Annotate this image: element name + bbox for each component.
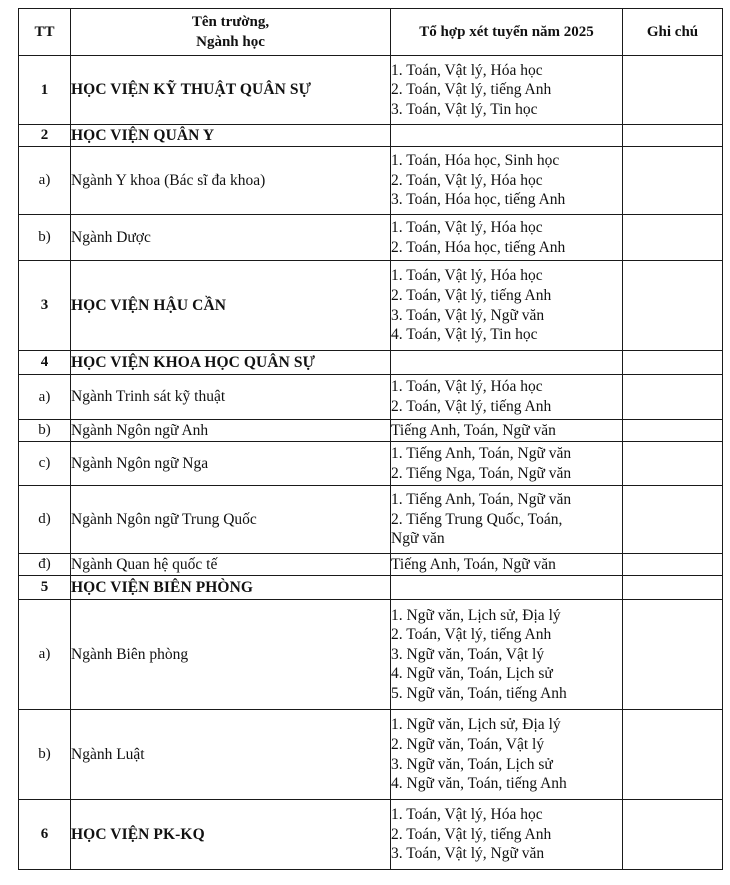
row-number: 3 (19, 261, 71, 351)
row-number: 4 (19, 351, 71, 375)
major-name: Ngành Ngôn ngữ Nga (71, 442, 391, 486)
school-name: HỌC VIỆN BIÊN PHÒNG (71, 576, 391, 600)
combination-line: 2. Toán, Vật lý, tiếng Anh (391, 81, 552, 99)
combination-line: 1. Ngữ văn, Lịch sử, Địa lý (391, 606, 561, 624)
row-number: 6 (19, 800, 71, 870)
combination-cell (391, 375, 623, 420)
row-number: 2 (19, 125, 71, 147)
table-row (19, 420, 723, 442)
combination-line: 1. Tiếng Anh, Toán, Ngữ văn (391, 444, 572, 462)
row-number: b) (19, 215, 71, 261)
note-cell (623, 125, 723, 147)
major-name: Ngành Biên phòng (71, 600, 391, 710)
note-cell (623, 442, 723, 486)
row-number: 1 (19, 56, 71, 125)
school-name: HỌC VIỆN QUÂN Y (71, 125, 391, 147)
combination-line: 2. Tiếng Nga, Toán, Ngữ văn (391, 464, 572, 482)
note-cell (623, 375, 723, 420)
row-number: a) (19, 147, 71, 215)
combination-cell (391, 420, 623, 442)
combination-line: 2. Toán, Hóa học, tiếng Anh (391, 238, 566, 256)
combination-cell (391, 261, 623, 351)
combination-line: 2. Ngữ văn, Toán, Vật lý (391, 735, 545, 753)
table-row (19, 56, 723, 125)
combination-line: 1. Toán, Vật lý, Hóa học (391, 61, 543, 79)
combination-cell (391, 351, 623, 375)
note-cell (623, 56, 723, 125)
combination-cell (391, 442, 623, 486)
table-row (19, 800, 723, 870)
combination-line: 4. Ngữ văn, Toán, Lịch sử (391, 665, 553, 683)
combination-line: 3. Toán, Vật lý, Ngữ văn (391, 845, 545, 863)
note-cell (623, 420, 723, 442)
note-cell (623, 261, 723, 351)
header-tt: TT (19, 9, 71, 56)
row-number: đ) (19, 554, 71, 576)
combination-line: Tiếng Anh, Toán, Ngữ văn (391, 555, 556, 573)
row-number: c) (19, 442, 71, 486)
table-row (19, 147, 723, 215)
school-name: HỌC VIỆN HẬU CẦN (71, 261, 391, 351)
combination-cell (391, 215, 623, 261)
table-body (19, 56, 723, 870)
combination-cell (391, 486, 623, 554)
row-number: 5 (19, 576, 71, 600)
combination-line: 5. Ngữ văn, Toán, tiếng Anh (391, 684, 567, 702)
note-cell (623, 710, 723, 800)
combination-line: 2. Toán, Vật lý, tiếng Anh (391, 825, 552, 843)
combination-line: 3. Toán, Hóa học, tiếng Anh (391, 191, 566, 209)
combination-line: Ngữ văn (391, 530, 445, 548)
table-row (19, 600, 723, 710)
major-name: Ngành Y khoa (Bác sĩ đa khoa) (71, 147, 391, 215)
combination-line: 4. Ngữ văn, Toán, tiếng Anh (391, 775, 567, 793)
combination-line: 2. Toán, Vật lý, tiếng Anh (391, 398, 552, 415)
header-name-line2: Ngành học (196, 34, 265, 50)
note-cell (623, 554, 723, 576)
header-combo: Tổ hợp xét tuyển năm 2025 (391, 9, 623, 56)
admission-combinations-table (18, 8, 723, 870)
header-note: Ghi chú (623, 9, 723, 56)
combination-line: 2. Tiếng Trung Quốc, Toán, (391, 510, 563, 528)
combination-line: 2. Toán, Vật lý, tiếng Anh (391, 286, 552, 304)
table-row (19, 125, 723, 147)
school-name: HỌC VIỆN KHOA HỌC QUÂN SỰ (71, 351, 391, 375)
row-number: a) (19, 600, 71, 710)
table-row (19, 554, 723, 576)
row-number: a) (19, 375, 71, 420)
row-number: b) (19, 420, 71, 442)
note-cell (623, 800, 723, 870)
major-name: Ngành Trinh sát kỹ thuật (71, 375, 391, 420)
combination-line: 1. Toán, Vật lý, Hóa học (391, 806, 543, 824)
note-cell (623, 576, 723, 600)
combination-line: 1. Toán, Vật lý, Hóa học (391, 267, 543, 285)
combination-cell (391, 600, 623, 710)
table-row (19, 710, 723, 800)
school-name: HỌC VIỆN PK-KQ (71, 800, 391, 870)
table-row (19, 442, 723, 486)
table-row (19, 486, 723, 554)
combination-line: 1. Tiếng Anh, Toán, Ngữ văn (391, 491, 572, 509)
table-row (19, 576, 723, 600)
header-name (71, 9, 391, 56)
row-number: b) (19, 710, 71, 800)
row-number: d) (19, 486, 71, 554)
table-header-row (19, 9, 723, 56)
combination-cell (391, 56, 623, 125)
combination-line: 3. Ngữ văn, Toán, Lịch sử (391, 755, 553, 773)
combination-line: 3. Toán, Vật lý, Tin học (391, 100, 538, 118)
major-name: Ngành Ngôn ngữ Anh (71, 420, 391, 442)
major-name: Ngành Ngôn ngữ Trung Quốc (71, 486, 391, 554)
combination-cell (391, 576, 623, 600)
school-name: HỌC VIỆN KỸ THUẬT QUÂN SỰ (71, 56, 391, 125)
combination-line: 3. Toán, Vật lý, Ngữ văn (391, 306, 545, 324)
combination-line: 2. Toán, Vật lý, Hóa học (391, 171, 543, 189)
combination-cell (391, 800, 623, 870)
combination-line: 2. Toán, Vật lý, tiếng Anh (391, 626, 552, 644)
table-row (19, 351, 723, 375)
table-row (19, 375, 723, 420)
major-name: Ngành Luật (71, 710, 391, 800)
table-row (19, 261, 723, 351)
combination-cell (391, 710, 623, 800)
combination-line: 1. Toán, Vật lý, Hóa học (391, 218, 543, 236)
header-name-line1: Tên trường, (191, 14, 270, 30)
major-name: Ngành Dược (71, 215, 391, 261)
combination-cell (391, 125, 623, 147)
combination-line: Tiếng Anh, Toán, Ngữ văn (391, 421, 556, 439)
combination-cell (391, 554, 623, 576)
combination-line: 1. Toán, Hóa học, Sinh học (391, 152, 560, 170)
combination-cell (391, 147, 623, 215)
table-row (19, 215, 723, 261)
note-cell (623, 147, 723, 215)
major-name: Ngành Quan hệ quốc tế (71, 554, 391, 576)
note-cell (623, 600, 723, 710)
combination-line: 3. Ngữ văn, Toán, Vật lý (391, 645, 545, 663)
note-cell (623, 215, 723, 261)
note-cell (623, 486, 723, 554)
combination-line: 4. Toán, Vật lý, Tin học (391, 326, 538, 344)
combination-line: 1. Ngữ văn, Lịch sử, Địa lý (391, 716, 561, 734)
note-cell (623, 351, 723, 375)
combination-line: 1. Toán, Vật lý, Hóa học (391, 378, 543, 396)
